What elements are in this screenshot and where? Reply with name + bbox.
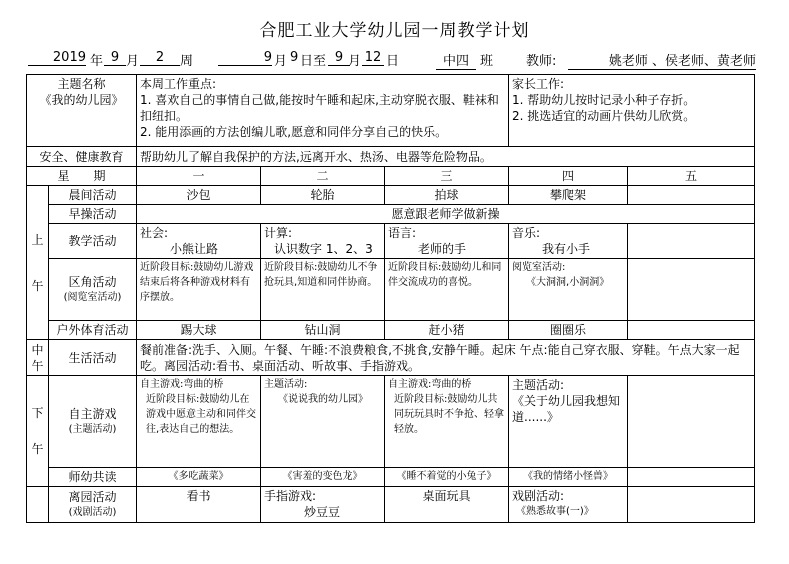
teaching-subject: 音乐: [512, 226, 541, 240]
leaving-cell: 桌面玩具 [385, 487, 509, 523]
theme-name: 《我的幼儿园》 [39, 93, 124, 107]
theme-activity-title: 主题活动: [264, 379, 308, 390]
week-unit: 周 [180, 54, 194, 69]
focus-cell [137, 75, 509, 147]
leaving-cell-empty [628, 487, 755, 523]
to-month-unit: 月 [348, 54, 362, 69]
teaching-row [27, 224, 755, 259]
drama-text: 《熟悉故事(一)》 [516, 506, 594, 517]
morning-cell: 拍球 [385, 186, 509, 205]
teaching-cell [261, 224, 385, 259]
month-unit: 月 [126, 54, 140, 69]
teaching-subject: 语言: [388, 226, 417, 240]
teaching-subject: 社会: [140, 226, 169, 240]
finger-game-text: 炒豆豆 [304, 505, 341, 519]
noon-section-label [27, 340, 49, 376]
theme-cell [27, 75, 137, 147]
day-header: 二 [261, 167, 385, 186]
noon-char-1: 中 [31, 342, 44, 357]
leaving-row [27, 487, 755, 523]
exercise-row [27, 205, 755, 224]
noon-char-2: 午 [31, 358, 44, 373]
drama-title: 戏剧活动: [512, 489, 565, 503]
reading-room-cell [509, 259, 628, 321]
teaching-cell [137, 224, 261, 259]
leaving-label: 离园活动 [68, 489, 117, 504]
am-char-1: 上 [31, 232, 44, 247]
from-day: 9 [290, 50, 299, 65]
am-section-label [27, 186, 49, 340]
leaving-cell: 看书 [137, 487, 261, 523]
focus-label: 本周工作重点: [140, 77, 217, 91]
shared-reading-cell: 《我的情绪小怪兽》 [509, 468, 628, 487]
outdoor-cell: 钻山洞 [261, 321, 385, 340]
parent-work-label: 家长工作: [512, 77, 565, 91]
outdoor-cell: 踢大球 [137, 321, 261, 340]
page-title: 合肥工业大学幼儿园一周教学计划 [259, 21, 530, 41]
free-play-title: 自主游戏:弯曲的桥 [140, 379, 224, 390]
reading-room-text: 《大洞洞,小洞洞》 [526, 277, 610, 288]
leaving-section-empty [27, 487, 49, 523]
teaching-topic: 老师的手 [418, 242, 467, 256]
parent-work-item-2: 2. 挑选适宜的动画片供幼儿欣赏。 [512, 109, 696, 123]
morning-cell: 攀爬架 [509, 186, 628, 205]
safety-label: 安全、健康教育 [27, 147, 137, 167]
reading-room-label: 阅览室活动: [512, 262, 566, 273]
parent-work-item-1: 1. 帮助幼儿按时记录小种子存折。 [512, 93, 696, 107]
teaching-cell [509, 224, 628, 259]
free-play-cell-empty [628, 376, 755, 468]
drama-cell [509, 487, 628, 523]
life-row [27, 340, 755, 376]
pm-char-1: 下 [31, 406, 44, 420]
teaching-cell-empty [628, 224, 755, 259]
free-play-text: 近阶段目标:鼓励幼儿在游戏中愿意主动和同伴交往,表达自己的想法。 [146, 394, 257, 435]
leaving-label-cell [49, 487, 137, 523]
teacher-label: 教师: [526, 54, 557, 69]
am-char-2: 午 [31, 278, 44, 293]
teaching-topic: 小熊让路 [170, 242, 219, 256]
area-cell: 近阶段目标:鼓励幼儿和同伴交流成功的喜悦。 [385, 259, 509, 321]
teaching-topic: 认识数字 1、2、3 [274, 242, 373, 256]
area-row [27, 259, 755, 321]
teaching-label: 教学活动 [49, 224, 137, 259]
teaching-subject: 计算: [264, 226, 293, 240]
theme-activity-text: 《关于幼儿园我想知道......》 [512, 394, 621, 424]
exercise-label: 早操活动 [49, 205, 137, 224]
outdoor-label: 户外体育活动 [49, 321, 137, 340]
shared-reading-cell: 《害羞的变色龙》 [261, 468, 385, 487]
outdoor-cell: 圈圈乐 [509, 321, 628, 340]
top-row [27, 75, 755, 147]
shared-reading-cell: 《睡不着觉的小兔子》 [385, 468, 509, 487]
day-header: 一 [137, 167, 261, 186]
shared-reading-label: 师幼共读 [49, 468, 137, 487]
focus-item-1: 1. 喜欢自己的事情自己做,能按时午睡和起床,主动穿脱衣服、鞋袜和扣纽扣。 [140, 93, 499, 123]
day-header: 四 [509, 167, 628, 186]
free-play-title: 自主游戏:弯曲的桥 [388, 379, 472, 390]
safety-text: 帮助幼儿了解自我保护的方法,远离开水、热汤、电器等危险物品。 [137, 147, 755, 167]
free-play-label: 自主游戏 [68, 406, 117, 421]
pm-section-label [27, 376, 49, 487]
day-header: 五 [628, 167, 755, 186]
life-text: 餐前准备:洗手、入厕。午餐、午睡:不浪费粮食,不挑食,安静午睡。起床 午点:能自己穿衣服、穿鞋。午点大家一起吃。离园活动:看书、桌面活动、听故事、手指游戏。 [137, 340, 755, 376]
life-label: 生活活动 [49, 340, 137, 376]
class-unit: 班 [480, 54, 494, 69]
shared-reading-cell [628, 468, 755, 487]
shared-reading-cell: 《多吃蔬菜》 [137, 468, 261, 487]
morning-cell [628, 186, 755, 205]
theme-activity-text: 《说说我的幼儿园》 [278, 394, 369, 405]
area-cell: 近阶段目标:鼓励幼儿游戏结束后将各种游戏材料有序摆放。 [137, 259, 261, 321]
free-play-row [27, 376, 755, 468]
free-play-label-cell [49, 376, 137, 468]
weekly-plan-table [26, 74, 755, 523]
pm-char-2: 午 [31, 442, 44, 456]
area-cell-empty [628, 259, 755, 321]
theme-activity-cell [509, 376, 628, 468]
area-label-cell [49, 259, 137, 321]
theme-activity-cell [261, 376, 385, 468]
plan-header-line: 2019 年 9 月 2 周 9 月 9 日至 9 月 12 日 中四 班 教师: 姚老师 、侯老师、黄老师 [28, 50, 758, 68]
shared-reading-row [27, 468, 755, 487]
safety-row [27, 147, 755, 167]
to-day-unit: 日 [386, 54, 400, 69]
area-label: 区角活动 [68, 274, 117, 289]
outdoor-cell: 赶小猪 [385, 321, 509, 340]
free-play-cell [385, 376, 509, 468]
morning-label: 晨间活动 [49, 186, 137, 205]
morning-cell: 沙包 [137, 186, 261, 205]
weekday-row [27, 167, 755, 186]
leaving-sublabel: (戏剧活动) [68, 506, 117, 518]
teaching-topic: 我有小手 [542, 242, 591, 256]
weekday-label: 星 期 [27, 167, 137, 186]
morning-cell: 轮胎 [261, 186, 385, 205]
outdoor-row [27, 321, 755, 340]
theme-label: 主题名称 [57, 77, 106, 91]
area-cell: 近阶段目标:鼓励幼儿不争抢玩具,知道和同伴协商。 [261, 259, 385, 321]
finger-game-title: 手指游戏: [264, 489, 317, 503]
free-play-cell [137, 376, 261, 468]
free-play-text: 近阶段目标:鼓励幼儿共同玩玩具时不争抢、轻拿轻放。 [394, 394, 505, 435]
leaving-cell [261, 487, 385, 523]
exercise-text: 愿意跟老师学做新操 [137, 205, 755, 224]
year-unit: 年 [90, 54, 104, 69]
theme-activity-title: 主题活动: [512, 378, 565, 392]
day-header: 三 [385, 167, 509, 186]
from-month-unit: 月 [274, 54, 288, 69]
outdoor-cell [628, 321, 755, 340]
to-label: 日至 [300, 54, 327, 69]
teaching-cell [385, 224, 509, 259]
morning-row [27, 186, 755, 205]
parent-work-cell [509, 75, 755, 147]
area-sublabel: (阅览室活动) [63, 291, 122, 303]
focus-item-2: 2. 能用添画的方法创编儿歌,愿意和同伴分享自己的快乐。 [140, 125, 448, 139]
free-play-sublabel: (主题活动) [68, 423, 117, 435]
